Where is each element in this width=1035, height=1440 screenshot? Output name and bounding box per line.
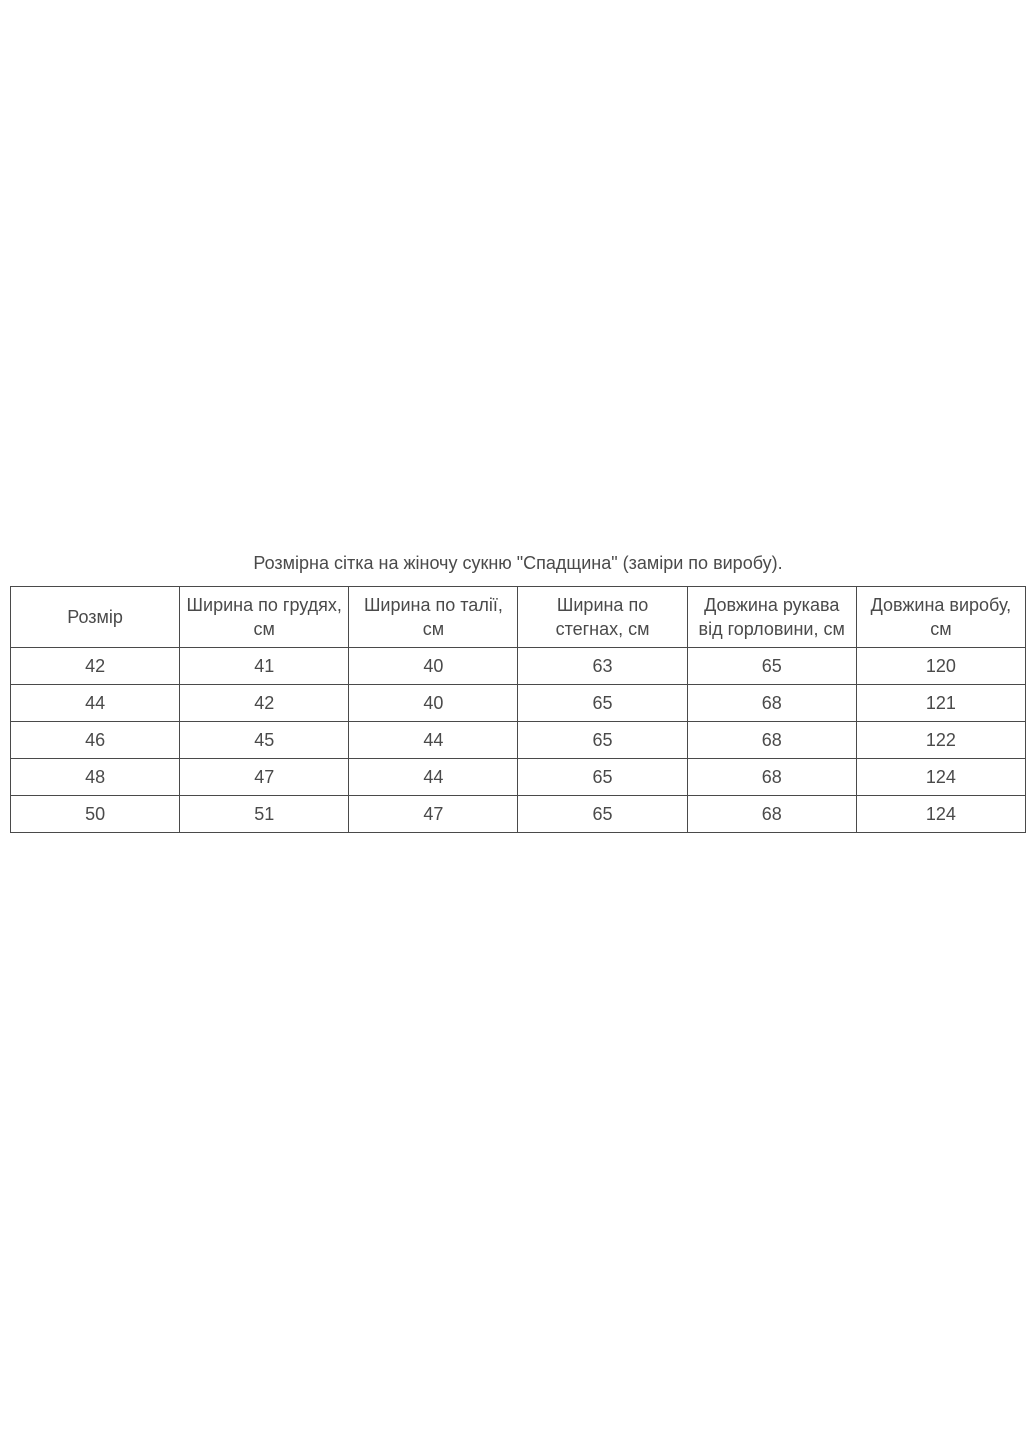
cell-garment-length: 124 [856,796,1025,833]
cell-chest-width: 51 [180,796,349,833]
cell-sleeve-length: 68 [687,759,856,796]
size-table [10,586,1026,833]
table-row [11,722,1026,759]
cell-garment-length: 124 [856,759,1025,796]
cell-chest-width: 41 [180,648,349,685]
cell-waist-width: 44 [349,722,518,759]
table-header [11,587,1026,648]
table-row [11,648,1026,685]
cell-size: 46 [11,722,180,759]
chart-title: Розмірна сітка на жіночу сукню "Спадщина" (заміри по виробу). [253,553,783,573]
cell-hip-width: 65 [518,685,687,722]
cell-size: 44 [11,685,180,722]
cell-waist-width: 40 [349,685,518,722]
size-chart [10,550,1026,833]
cell-chest-width: 47 [180,759,349,796]
cell-chest-width: 45 [180,722,349,759]
cell-garment-length: 121 [856,685,1025,722]
table-row [11,759,1026,796]
cell-hip-width: 65 [518,722,687,759]
cell-sleeve-length: 68 [687,722,856,759]
cell-sleeve-length: 65 [687,648,856,685]
table-row [11,796,1026,833]
header-size: Розмір [11,587,180,648]
header-garment-length: Довжина виробу, см [856,587,1025,648]
cell-waist-width: 40 [349,648,518,685]
cell-sleeve-length: 68 [687,796,856,833]
cell-chest-width: 42 [180,685,349,722]
cell-waist-width: 47 [349,796,518,833]
cell-garment-length: 122 [856,722,1025,759]
header-sleeve-length: Довжина рукава від горловини, см [687,587,856,648]
cell-hip-width: 65 [518,759,687,796]
cell-hip-width: 65 [518,796,687,833]
cell-size: 50 [11,796,180,833]
table-body [11,648,1026,833]
cell-garment-length: 120 [856,648,1025,685]
cell-size: 42 [11,648,180,685]
cell-hip-width: 63 [518,648,687,685]
table-row [11,685,1026,722]
header-row [11,587,1026,648]
cell-sleeve-length: 68 [687,685,856,722]
header-waist-width: Ширина по талії, см [349,587,518,648]
cell-size: 48 [11,759,180,796]
cell-waist-width: 44 [349,759,518,796]
header-chest-width: Ширина по грудях, см [180,587,349,648]
header-hip-width: Ширина по стегнах, см [518,587,687,648]
